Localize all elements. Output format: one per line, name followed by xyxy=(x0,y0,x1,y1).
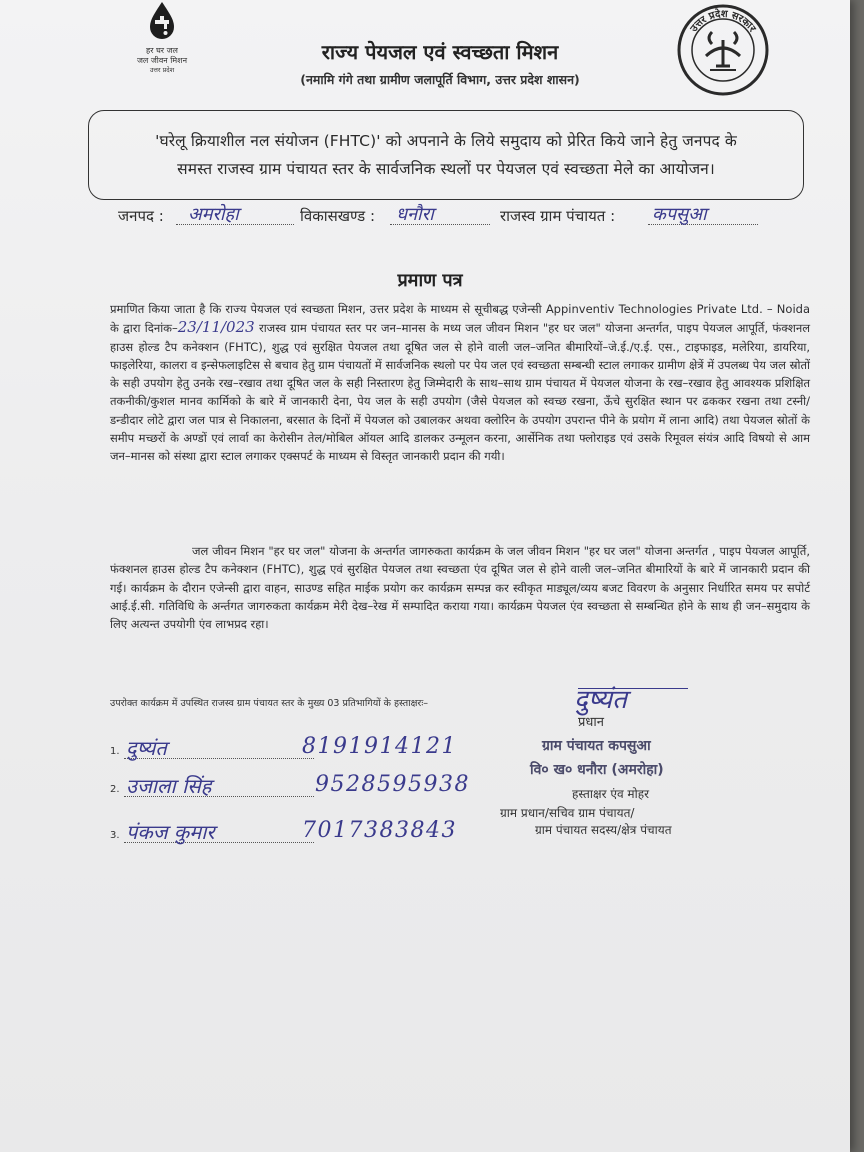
uttar-pradesh-emblem xyxy=(676,0,770,96)
participant-name: पंकज कुमार xyxy=(126,820,215,844)
svg-text:उत्तर प्रदेश सरकार xyxy=(688,7,758,35)
signatory-role-line2: ग्राम पंचायत सदस्य/क्षेत्र पंचायत xyxy=(535,823,672,837)
event-banner-box xyxy=(88,110,804,200)
sign-and-seal-label: हस्ताक्षर एंव मोहर xyxy=(572,787,650,801)
logo-caption-line3: उत्तर प्रदेश xyxy=(149,66,175,74)
participant-phone: 9528595938 xyxy=(315,772,470,797)
district-field xyxy=(176,204,294,225)
event-date-handwritten: 23/11/023 xyxy=(177,318,255,337)
tap-water-drop-icon xyxy=(144,0,180,42)
banner-line2: समस्त राजस्व ग्राम पंचायत स्तर के सार्वजनिक स्थलों पर पेयजल एवं स्वच्छता मेले का आयोजन। xyxy=(177,160,715,178)
har-ghar-jal-logo xyxy=(130,0,194,80)
page-title: राज्य पेयजल एवं स्वच्छता मिशन xyxy=(321,40,559,64)
block-label: विकासखण्ड : xyxy=(300,207,376,225)
signatory-role-line1: ग्राम प्रधान/सचिव ग्राम पंचायत/ xyxy=(500,806,635,820)
logo-caption-line2: जल जीवन मिशन xyxy=(136,56,188,65)
banner-line1: 'घरेलू क्रियाशील नल संयोजन (FHTC)' को अपनाने के लिये समुदाय को प्रेरित किये जाने हेतु जनपद के xyxy=(155,132,737,150)
certificate-paragraph-2: जल जीवन मिशन "हर घर जल" योजना के अन्तर्गत जागरुकता कार्यक्रम के जल जीवन मिशन "हर घर जल" योजना अन्तर्गत , पाइप पेयजल आपूर्ति, फंक्शनल हाउस होल्ड टैप कनेक्शन (FHTC), शुद्ध एवं सुरक्षित पेयजल तथा स्वच्छता एंव दूषित जल से होने वाली जल–जनित बीमारियों के बारे में जानकारी प्रदान की गई। कार्यक्रम के दौरान एजेन्सी द्वारा वाहन, साउण्ड सहित माईक प्रयोग कर कार्यक्रम सम्पन्न कर स्वीकृत माड्यूल/व्यय बजट विवरण के अनुसार निर्धारित समय पर सपोर्ट आई.ई.सी. गतिविधि के अर्न्तगत जागरुकता कार्यक्रम मेरी देख–रेख में सम्पादित कराया गया। कार्यक्रम पेयजल एंव स्वच्छता से सम्बन्धित होने के साथ ही जन–समुदाय के लिए अत्यन्त उपयोगी एंव लाभप्रद रहा। xyxy=(110,544,810,632)
district-value: अमरोहा xyxy=(188,204,239,225)
gram-panchayat-field xyxy=(648,204,758,225)
certificate-paragraph-1 xyxy=(110,300,810,466)
location-line xyxy=(118,204,798,234)
participant-row-1 xyxy=(110,734,457,764)
participant-num: 2. xyxy=(110,784,120,795)
attendance-note: उपरोक्त कार्यक्रम में उपस्थित राजस्व ग्राम पंचायत स्तर के मुख्य 03 प्रतिभागियों के हस्ताक्षरः– xyxy=(110,698,428,709)
pradhan-signature: दुष्यंत xyxy=(574,685,627,715)
block-value: धनौरा xyxy=(396,204,434,225)
page-subtitle: (नमामि गंगे तथा ग्रामीण जलापूर्ति विभाग, उत्तर प्रदेश शासन) xyxy=(300,72,580,87)
block-field xyxy=(390,204,490,225)
certificate-heading: प्रमाण पत्र xyxy=(397,270,463,291)
participant-num: 1. xyxy=(110,746,120,757)
participant-num: 3. xyxy=(110,830,120,841)
participant-row-3 xyxy=(110,818,457,848)
logo-caption-line1: हर घर जल xyxy=(146,46,178,55)
pradhan-designation: प्रधान xyxy=(578,715,604,730)
participant-phone: 7017383843 xyxy=(302,818,457,843)
stamp-line1: ग्राम पंचायत कपसुआ xyxy=(542,738,651,754)
participant-name: दुष्यंत xyxy=(126,736,167,760)
para1-prefix: प्रमाणित किया जाता है कि राज्य पेयजल एवं स्वच्छता मिशन, उत्तर प्रदेश के माध्यम से सूचीबद्ध एजेन्सी Appinventiv Technologies Private Ltd. – Noida के द्वारा दिनांक– xyxy=(110,302,810,336)
participant-row-2 xyxy=(110,772,470,802)
stamp-line2: वि० ख० धनौरा (अमरोहा) xyxy=(530,762,664,778)
participant-phone: 8191914121 xyxy=(302,734,457,759)
district-label: जनपद : xyxy=(118,207,164,225)
emblem-text: उत्तर प्रदेश सरकार xyxy=(688,8,758,35)
para1-suffix: राजस्व ग्राम पंचायत स्तर पर जन–मानस के मध्य जल जीवन मिशन "हर घर जल" योजना अन्तर्गत, पाइप पेयजल आपूर्ति, फंक्शनल हाउस होल्ड टैप कनेक्शन (FHTC), शुद्ध एवं सुरक्षित पेयजल तथा दूषित जल से होने वाली जल–जनित बीमारियों–जे.ई./ए.ई. एस., टाइफाइड, मलेरिया, डायरिया, फाइलेरिया, कालरा व इन्सेफलाइटिस से बचाव हेतु ग्राम पंचायतों में सार्वजनिक स्थलो पर पेय जल एवं स्वच्छता सम्बन्धी स्टाल लगाकर ग्रामीण क्षेत्रें में उपलब्ध पेय जल स्रोतों के सही उपयोग हेतु उनके रख–रखाव तथा दूषित जल के सही निस्तारण हेतु जिम्मेदारी के साथ–साथ ग्राम पंचायत में पेयजल योजना के रख–रखाव हेतु आवश्यक प्रशिक्षित तकनीकी/कुशल मानव कार्मिको के बारे में जानकारी देना, पेय जल के सही उपयोग (जैसे पेयजल को स्वच्छ रखना, ऊँचे सुरक्षित स्थान पर ढककर रखना तथा टस्नी/डन्डीदार लोटे द्वारा जल पात्र से निकालना, बरसात के दिनों में पेयजल को उबालकर अथवा क्लोरिन के उपयोग उपरान्त पीने के प्रयोग में लाना आदि) तथा पेयजल स्रोतों के समीप मच्छरों के अण्डों एवं लार्वा का केरोसीन तेल/मोबिल ऑयल आदि डालकर उन्मूलन करना, आर्सेनिक तथा फ्लोराइड एवं उसके रिमूवल संयंत्र आदि विषयो से आम जन–मानस को संस्था द्वारा स्टाल लगाकर एक्सपर्ट के माध्यम से विस्तृत जानकारी प्रदान की गयी। xyxy=(110,321,810,464)
gram-panchayat-value: कपसुआ xyxy=(652,204,707,225)
gram-panchayat-label: राजस्व ग्राम पंचायत : xyxy=(500,207,616,225)
participant-name: उजाला सिंह xyxy=(126,774,212,798)
